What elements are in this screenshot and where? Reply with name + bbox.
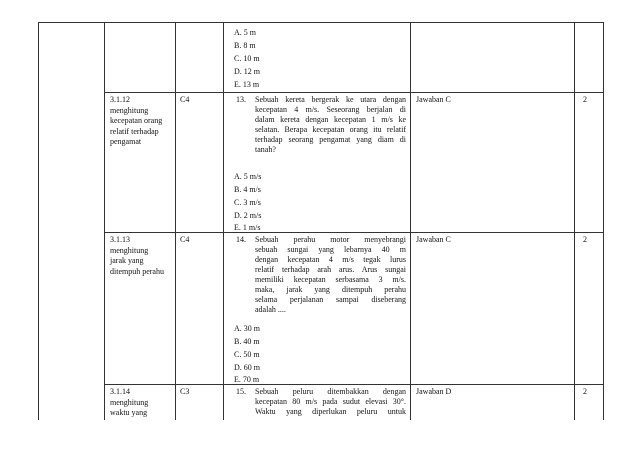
question-text: 15. Sebuah peluru ditembakkan dengan kecepatan 80 m/s pada sudut elevasi 30°. Waktu yang diperlukan peluru untuk xyxy=(236,387,406,416)
answer-option: E. 13 m xyxy=(234,80,260,89)
answer-option: C. 3 m/s xyxy=(234,198,261,207)
answer-option: B. 40 m xyxy=(234,337,260,346)
indicator-cell: 3.1.13 menghitung jarak yang ditempuh perahu xyxy=(110,235,164,276)
answer-option: A. 5 m xyxy=(234,28,256,37)
answer-option: D. 2 m/s xyxy=(234,211,262,220)
answer-option: B. 4 m/s xyxy=(234,185,261,194)
cognitive-level: C4 xyxy=(180,95,190,104)
column-divider xyxy=(104,22,105,420)
column-divider xyxy=(175,22,176,420)
column-divider xyxy=(223,22,224,420)
answer-option: E. 1 m/s xyxy=(234,223,261,232)
cognitive-level: C3 xyxy=(180,387,190,396)
answer-option: B. 8 m xyxy=(234,41,256,50)
answer-key: Jawaban D xyxy=(416,387,452,396)
column-divider xyxy=(574,22,575,420)
answer-option: D. 12 m xyxy=(234,67,260,76)
answer-option: A. 5 m/s xyxy=(234,172,262,181)
row-divider xyxy=(38,22,603,23)
indicator-cell: 3.1.14 menghitung waktu yang xyxy=(110,387,149,417)
score: 2 xyxy=(583,387,587,396)
answer-option: E. 70 m xyxy=(234,375,260,384)
cognitive-level: C4 xyxy=(180,235,190,244)
question-text: 14. Sebuah perahu motor menyebrangi sebuah sungai yang lebarnya 40 m dengan kecepatan 4 m/s tegak lurus relatif terhadap arah arus. Arus sungai memiliki kecepatan serbasama 3 m/s. maka, jarak yang ditempuh perahu selama perjalanan sampai diseberang adalah .... xyxy=(236,235,406,314)
answer-key: Jawaban C xyxy=(416,235,451,244)
answer-option: C. 10 m xyxy=(234,54,260,63)
indicator-cell: 3.1.12 menghitung kecepatan orang relatif terhadap pengamat xyxy=(110,95,163,146)
answer-option: A. 30 m xyxy=(234,324,260,333)
assessment-table xyxy=(38,22,603,420)
column-divider xyxy=(410,22,411,420)
table-border-left xyxy=(38,22,39,420)
row-divider xyxy=(104,232,603,233)
answer-option: D. 60 m xyxy=(234,363,260,372)
table-border-right xyxy=(603,22,604,420)
score: 2 xyxy=(583,95,587,104)
answer-option: C. 50 m xyxy=(234,350,260,359)
score: 2 xyxy=(583,235,587,244)
row-divider xyxy=(104,384,603,385)
answer-key: Jawaban C xyxy=(416,95,451,104)
question-text: 13. Sebuah kereta bergerak ke utara dengan kecepatan 4 m/s. Seseorang berjalan di dalam kereta dengan kecepatan 1 m/s ke selatan. Berapa kecepatan orang itu relatif terhadap seorang pengamat yang diam di tanah? xyxy=(236,95,406,154)
row-divider xyxy=(104,92,603,93)
